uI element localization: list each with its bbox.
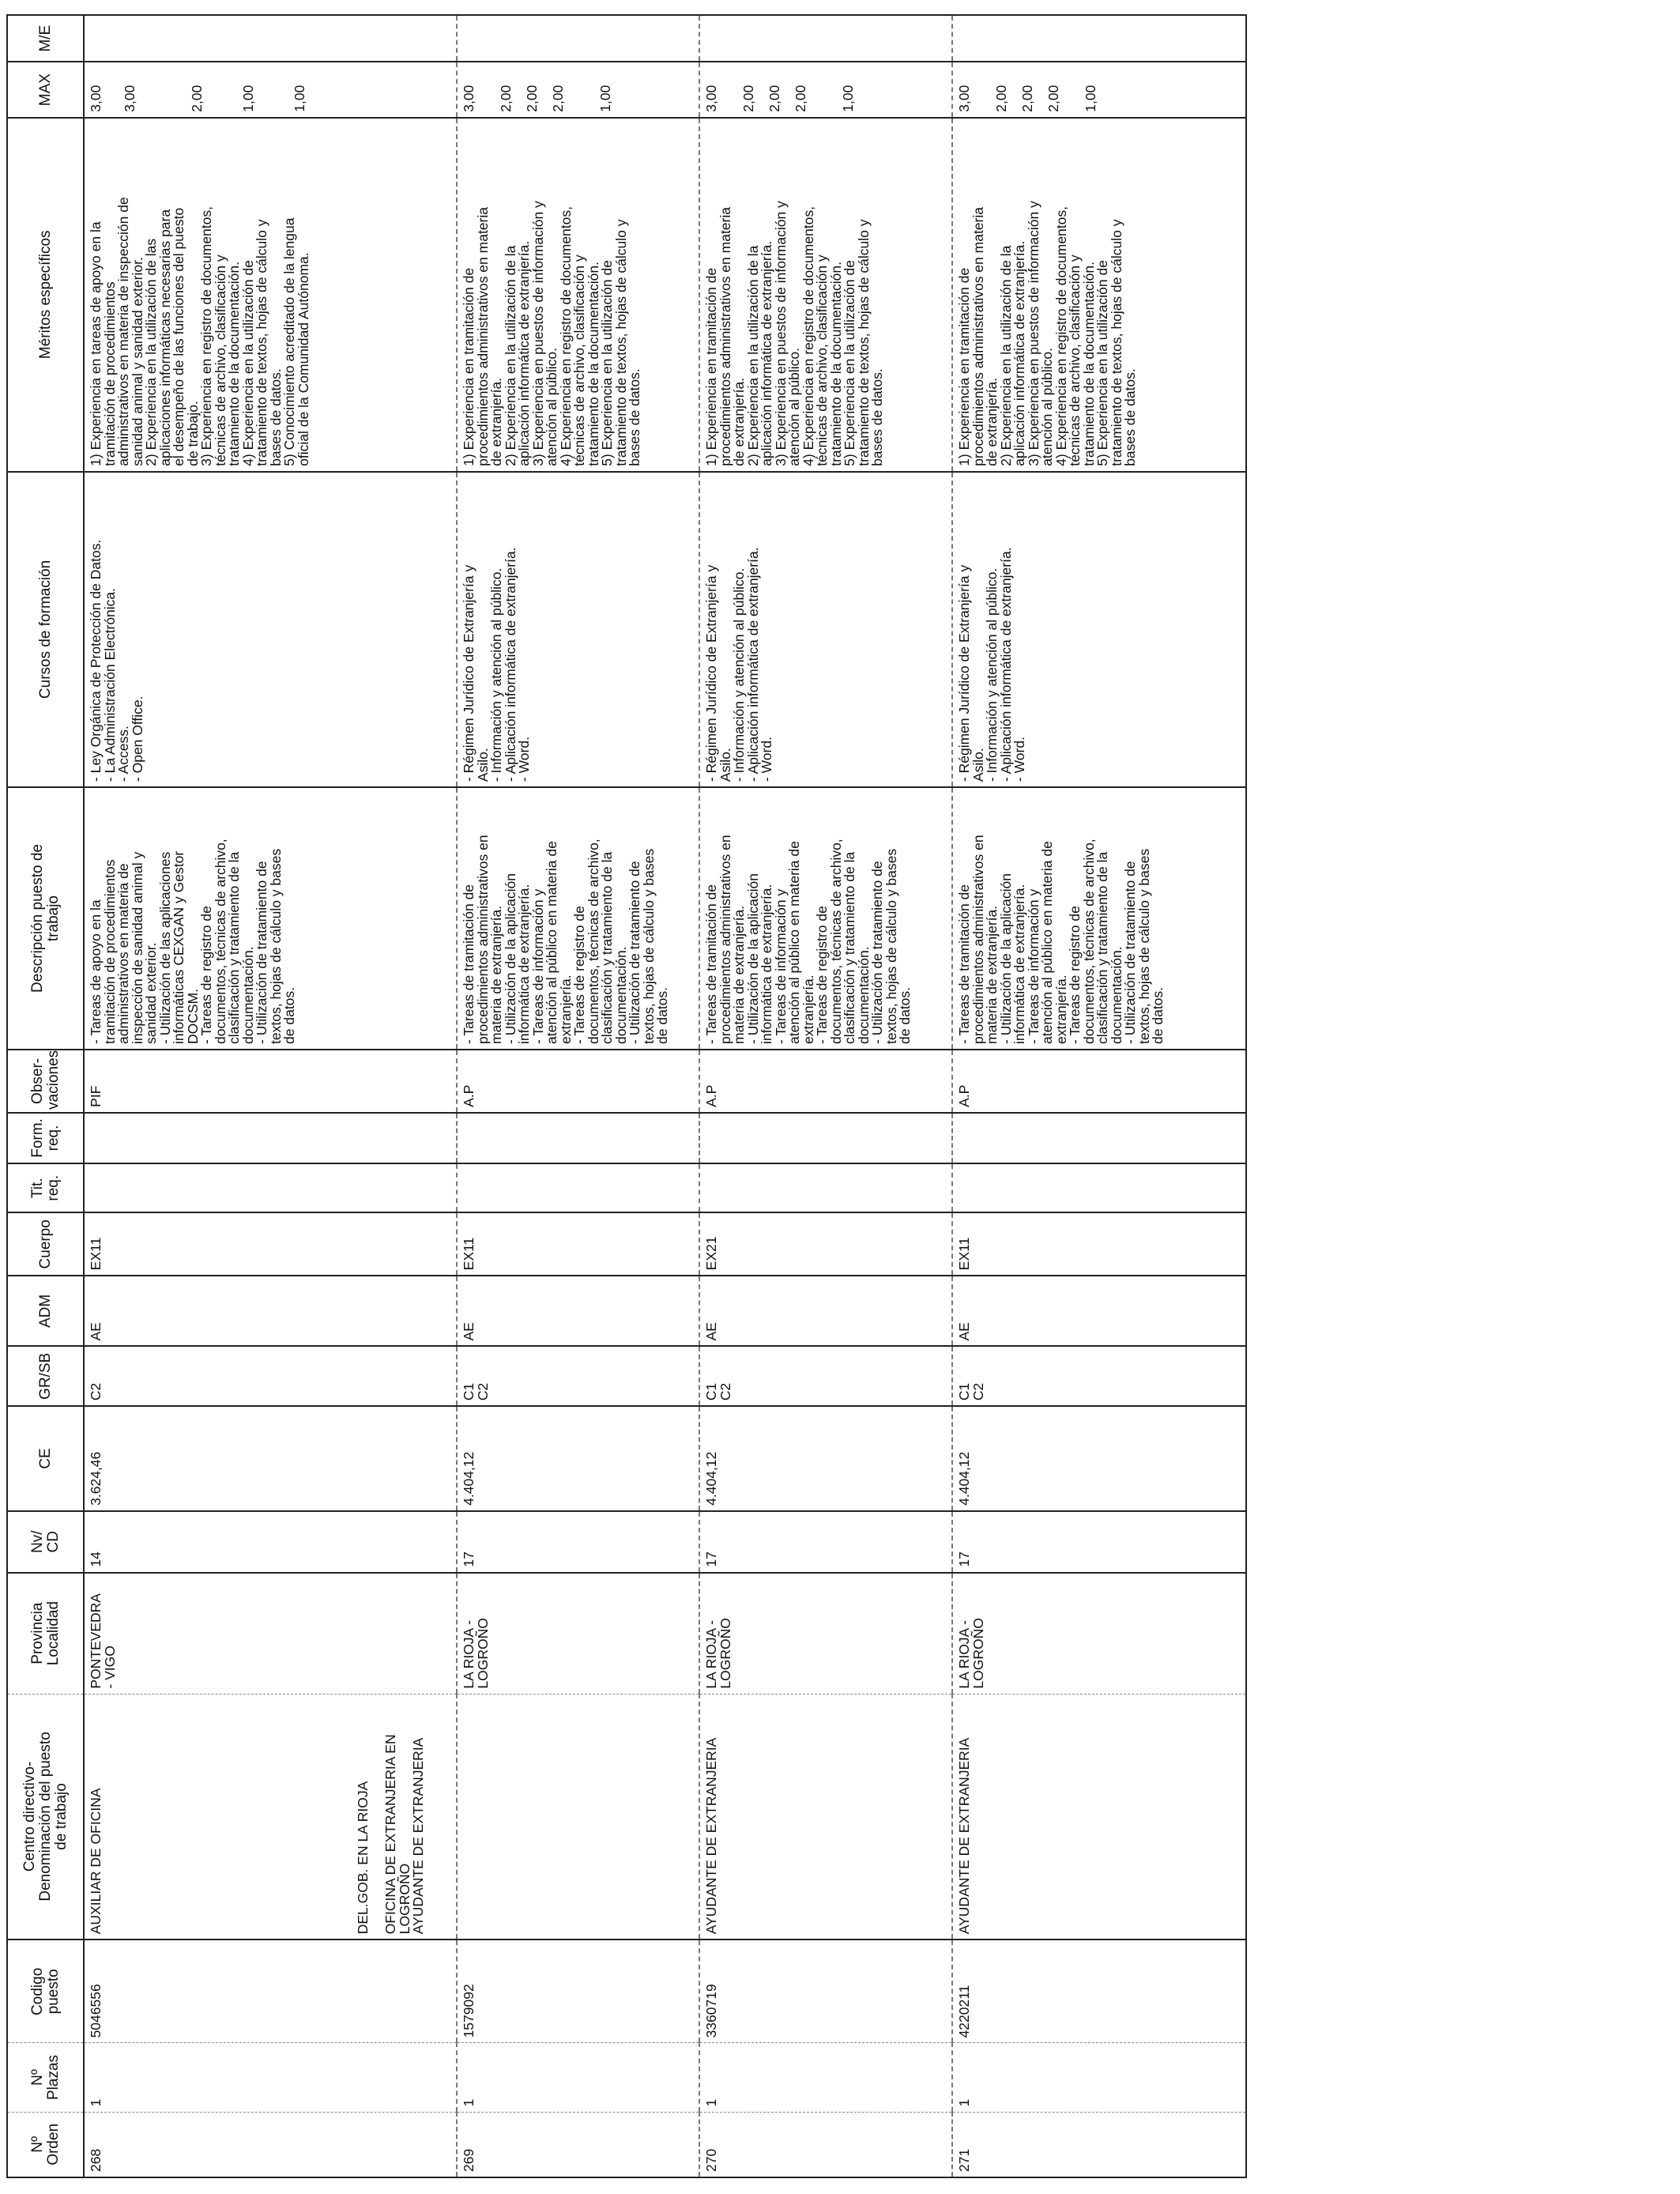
- header-row: [7, 15, 84, 2177]
- max-value: 2,00: [550, 85, 566, 112]
- cell-codigo: 5046556: [84, 1940, 457, 2043]
- cell-cursos: - Régimen Jurídico de Extranjería y Asilo. - Información y atención al público. - Aplicación informática de extranjería. - Word.: [457, 472, 699, 787]
- cell-ce: 4.404,12: [699, 1406, 952, 1511]
- cell-tit: [952, 1163, 1246, 1212]
- cell-tit: [699, 1163, 952, 1212]
- max-value: 2,00: [498, 85, 514, 112]
- cell-me: [457, 15, 699, 62]
- cell-form: [84, 1113, 457, 1163]
- cell-max: [699, 62, 952, 118]
- header-nivel: Nv/ CD: [7, 1511, 84, 1573]
- cell-cursos: - Régimen Jurídico de Extranjería y Asilo. - Información y atención al público. - Aplicación informática de extranjería. - Word.: [699, 472, 952, 787]
- cell-codigo: 1579092: [457, 1940, 699, 2043]
- cell-codigo: 4220211: [952, 1940, 1246, 2043]
- cell-meritos: 1) Experiencia en tramitación de procedimientos administrativos en materia de extranjería. 2) Experiencia en la utilización de la aplicación informática de extranjería. 3) Experiencia en puestos de información y atención al público. 4) Experiencia en registro de documentos, técnicas de archivo, clasificación y tratamiento de la documentación. 5) Experiencia en la utilización de tratamiento de textos, hojas de cálculo y bases de datos.: [457, 118, 699, 472]
- cell-descripcion: - Tareas de tramitación de procedimientos administrativos en materia de extranjería. - Utilización de la aplicación informática de extranjería. - Tareas de información y atención al público en materia de extranjería. - Tareas de registro de documentos, técnicas de archivo, clasificación y tratamiento de la documentación. - Utilización de tratamiento de textos, hojas de cálculo y bases de datos.: [952, 787, 1246, 1050]
- header-plazas: Nº Plazas: [7, 2043, 84, 2112]
- cell-nivel: 17: [699, 1511, 952, 1573]
- header-meritos: Méritos específicos: [7, 118, 84, 472]
- cell-obs: A.P: [952, 1050, 1246, 1113]
- cell-grsb: C1 C2: [457, 1346, 699, 1406]
- cell-meritos: 1) Experiencia en tramitación de procedimientos administrativos en materia de extranjería. 2) Experiencia en la utilización de la aplicación informática de extranjería. 3) Experiencia en puestos de información y atención al público. 4) Experiencia en registro de documentos, técnicas de archivo, clasificación y tratamiento de la documentación. 5) Experiencia en la utilización de tratamiento de textos, hojas de cálculo y bases de datos.: [952, 118, 1246, 472]
- cell-cuerpo: EX21: [699, 1212, 952, 1276]
- cell-adm: AE: [84, 1276, 457, 1346]
- table-row: [952, 15, 1246, 2177]
- cell-form: [699, 1113, 952, 1163]
- cell-orden: 271: [952, 2112, 1246, 2177]
- cell-grsb: C1 C2: [952, 1346, 1246, 1406]
- cell-grsb: C1 C2: [699, 1346, 952, 1406]
- cell-centro: AYUDANTE DE EXTRANJERIA: [952, 1694, 1246, 1940]
- cell-nivel: 14: [84, 1511, 457, 1573]
- centro-directivo-label: DEL.GOB. EN LA RIOJA OFICINA DE EXTRANJERIA EN LOGROÑO: [355, 1734, 412, 1935]
- cell-plazas: 1: [84, 2043, 457, 2112]
- cell-centro: AUXILIAR DE OFICINA: [84, 1694, 457, 1940]
- cell-me: [84, 15, 457, 62]
- max-value: 2,00: [189, 85, 205, 112]
- max-value: 3,00: [703, 85, 719, 112]
- header-descripcion: Descripción puesto de trabajo: [7, 787, 84, 1050]
- header-obs: Obser- vaciones: [7, 1050, 84, 1113]
- cell-provincia: LA RIOJA - LOGROÑO: [699, 1573, 952, 1694]
- cell-orden: 269: [457, 2112, 699, 2177]
- cell-meritos: 1) Experiencia en tareas de apoyo en la tramitación de procedimientos administrativos en materia de inspección de sanidad animal y sanidad exterior. 2) Experiencia en la utilización de las aplicaciones informáticas necesarias para el desempeño de las funciones del puesto de trabajo. 3) Experiencia en registro de documentos, técnicas de archivo, clasificación y tratamiento de la documentación. 4) Experiencia en la utilización de tratamiento de textos, hojas de cálculo y bases de datos. 5) Conocimiento acreditado de la lengua oficial de la Comunidad Autónoma.: [84, 118, 457, 472]
- cell-form: [457, 1113, 699, 1163]
- header-form: Form. req.: [7, 1113, 84, 1163]
- cell-centro: AYUDANTE DE EXTRANJERIA: [699, 1694, 952, 1940]
- max-value: 2,00: [1045, 85, 1061, 112]
- cell-meritos: 1) Experiencia en tramitación de procedimientos administrativos en materia de extranjería. 2) Experiencia en la utilización de la aplicación informática de extranjería. 3) Experiencia en puestos de información y atención al público. 4) Experiencia en registro de documentos, técnicas de archivo, clasificación y tratamiento de la documentación. 5) Experiencia en la utilización de tratamiento de textos, hojas de cálculo y bases de datos.: [699, 118, 952, 472]
- centro-puesto-label: AYUDANTE DE EXTRANJERIA: [410, 1737, 426, 1935]
- cell-descripcion: - Tareas de tramitación de procedimientos administrativos en materia de extranjería. - Utilización de la aplicación informática de extranjería. - Tareas de información y atención al público en materia de extranjería. - Tareas de registro de documentos, técnicas de archivo, clasificación y tratamiento de la documentación. - Utilización de tratamiento de textos, hojas de cálculo y bases de datos.: [699, 787, 952, 1050]
- cell-ce: 3.624,46: [84, 1406, 457, 1511]
- cell-descripcion: - Tareas de apoyo en la tramitación de procedimientos administrativos en materia de inspección de sanidad animal y sanidad exterior. - Utilización de las aplicaciones informáticas CEXGAN y Gestor DOCSM. - Tareas de registro de documentos, técnicas de archivo, clasificación y tratamiento de la documentación. - Utilización de tratamiento de textos, hojas de cálculo y bases de datos.: [84, 787, 457, 1050]
- cell-obs: A.P: [699, 1050, 952, 1113]
- cell-adm: AE: [952, 1276, 1246, 1346]
- cell-adm: AE: [457, 1276, 699, 1346]
- cell-ce: 4.404,12: [952, 1406, 1246, 1511]
- max-value: 1,00: [240, 85, 256, 112]
- header-cuerpo: Cuerpo: [7, 1212, 84, 1276]
- cell-obs: PIF: [84, 1050, 457, 1113]
- cell-orden: 270: [699, 2112, 952, 2177]
- header-me: M/E: [7, 15, 84, 62]
- cell-provincia: PONTEVEDRA - VIGO: [84, 1573, 457, 1694]
- cell-provincia: LA RIOJA - LOGROÑO: [457, 1573, 699, 1694]
- max-value: 1,00: [1083, 85, 1098, 112]
- max-value: 1,00: [597, 85, 613, 112]
- cell-grsb: C2: [84, 1346, 457, 1406]
- max-value: 2,00: [524, 85, 540, 112]
- cell-max: [457, 62, 699, 118]
- cell-cuerpo: EX11: [952, 1212, 1246, 1276]
- cell-cursos: - Ley Orgánica de Protección de Datos. - La Administración Electrónica. - Access. - Open Office.: [84, 472, 457, 787]
- job-positions-table: [6, 14, 1247, 2178]
- cell-plazas: 1: [457, 2043, 699, 2112]
- cell-tit: [84, 1163, 457, 1212]
- max-value: 3,00: [88, 85, 104, 112]
- cell-cuerpo: EX11: [84, 1212, 457, 1276]
- cell-adm: AE: [699, 1276, 952, 1346]
- cell-provincia: LA RIOJA - LOGROÑO: [952, 1573, 1246, 1694]
- max-value: 2,00: [1019, 85, 1035, 112]
- cell-plazas: 1: [699, 2043, 952, 2112]
- max-value: 2,00: [740, 85, 756, 112]
- cell-ce: 4.404,12: [457, 1406, 699, 1511]
- header-cursos: Cursos de formación: [7, 472, 84, 787]
- cell-centro: [355, 1694, 699, 1940]
- header-adm: ADM: [7, 1276, 84, 1346]
- max-value: 2,00: [767, 85, 782, 112]
- max-value: 2,00: [993, 85, 1009, 112]
- cell-cuerpo: EX11: [457, 1212, 699, 1276]
- cell-me: [699, 15, 952, 62]
- cell-max: [952, 62, 1246, 118]
- table-row: [699, 15, 952, 2177]
- cell-form: [952, 1113, 1246, 1163]
- header-ce: CE: [7, 1406, 84, 1511]
- header-tit: Tit. req.: [7, 1163, 84, 1212]
- max-value: 3,00: [956, 85, 972, 112]
- header-provincia: Provincia Localidad: [7, 1573, 84, 1694]
- cell-nivel: 17: [952, 1511, 1246, 1573]
- max-value: 2,00: [793, 85, 808, 112]
- header-centro: Centro directivo- Denominación del puesto de trabajo: [7, 1694, 84, 1940]
- cell-tit: [457, 1163, 699, 1212]
- header-grsb: GR/SB: [7, 1346, 84, 1406]
- cell-plazas: 1: [952, 2043, 1246, 2112]
- cell-me: [952, 15, 1246, 62]
- header-codigo: Codigo puesto: [7, 1940, 84, 2043]
- max-value: 3,00: [122, 85, 137, 112]
- cell-codigo: 3360719: [699, 1940, 952, 2043]
- cell-nivel: 17: [457, 1511, 699, 1573]
- max-value: 1,00: [840, 85, 856, 112]
- cell-orden: 268: [84, 2112, 457, 2177]
- header-max: MAX: [7, 62, 84, 118]
- max-value: 1,00: [292, 85, 307, 112]
- max-value: 3,00: [461, 85, 477, 112]
- cell-descripcion: - Tareas de tramitación de procedimientos administrativos en materia de extranjería. - Utilización de la aplicación informática de extranjería. - Tareas de información y atención al público en materia de extranjería. - Tareas de registro de documentos, técnicas de archivo, clasificación y tratamiento de la documentación. - Utilización de tratamiento de textos, hojas de cálculo y bases de datos.: [457, 787, 699, 1050]
- cell-max: [84, 62, 457, 118]
- header-orden: Nº Orden: [7, 2112, 84, 2177]
- table-row: [457, 15, 699, 2177]
- cell-cursos: - Régimen Jurídico de Extranjería y Asilo. - Información y atención al público. - Aplicación informática de extranjería. - Word.: [952, 472, 1246, 787]
- cell-obs: A.P: [457, 1050, 699, 1113]
